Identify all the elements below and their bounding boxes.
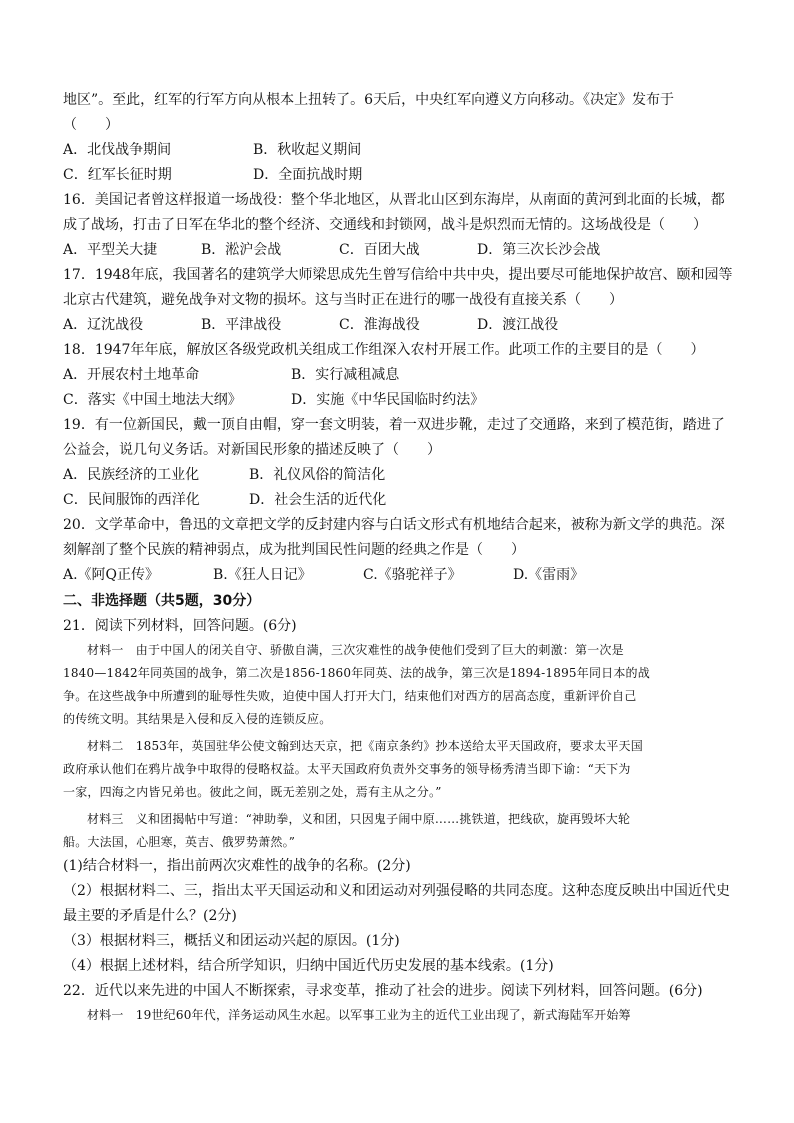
q16-stem-line2: 成了战场，打击了日军在华北的整个经济、交通线和封锁网，战斗是炽烈而无情的。这场战役是（ ） [63,217,707,233]
q17-option-c[interactable]: C．淮海战役 [339,317,420,333]
q20-option-c[interactable]: C.《骆驼祥子》 [363,567,462,583]
q21-material1-line1: 材料一 由于中国人的闭关自守、骄傲自满，三次灾难性的战争使他们受到了巨大的刺激：第一次是 [87,643,624,657]
q21-material1-line3: 争。在这些战争中所遭到的耻辱性失败，迫使中国人打开大门，结束他们对西方的居高态度，重新评价自己 [63,689,637,703]
q20-option-b[interactable]: B.《狂人日记》 [213,567,312,583]
q15-continuation: 地区”。至此，红军的行军方向从根本上扭转了。6天后，中央红军向遵义方向移动。《决定》发布于 [63,92,675,108]
q21-material3-line2: 船。大法国，心胆寒，英吉、俄罗势萧然。” [63,835,296,849]
q19-option-c[interactable]: C．民间服饰的西洋化 [63,492,200,508]
section-heading: 二、非选择题（共5题，30分） [63,593,261,609]
q18-options-row1 [63,363,743,388]
q21-sub2-line2: 最主要的矛盾是什么？(2分) [63,908,237,924]
q20-option-d[interactable]: D.《雷雨》 [513,567,585,583]
q18-options-row2 [63,388,743,413]
q18-option-b[interactable]: B．实行减租减息 [291,367,400,383]
q19-options-row2 [63,488,743,513]
q16-options [63,238,743,263]
q15-option-d[interactable]: D．全面抗战时期 [253,167,363,183]
q15-option-c[interactable]: C．红军长征时期 [63,167,172,183]
q16-option-a[interactable]: A．平型关大捷 [63,242,158,258]
q21-material3-line1: 材料三 义和团揭帖中写道：“神助拳，义和团，只因鬼子闹中原……挑铁道，把线砍，旋再毁坏大轮 [87,812,631,826]
q20-stem-line1: 20．文学革命中，鲁迅的文章把文学的反封建内容与白话文形式有机地结合起来，被称为新文学的典范。深 [63,517,725,533]
exam-page [63,88,743,1027]
q19-option-b[interactable]: B．礼仪风俗的简洁化 [249,467,386,483]
q19-option-a[interactable]: A．民族经济的工业化 [63,467,200,483]
q19-options-row1 [63,463,743,488]
q17-option-d[interactable]: D．渡江战役 [477,317,559,333]
q17-option-a[interactable]: A．辽沈战役 [63,317,144,333]
q15-blank: （ ） [63,117,119,133]
q19-option-d[interactable]: D．社会生活的近代化 [249,492,387,508]
q15-option-b[interactable]: B．秋收起义期间 [253,142,362,158]
q15-option-a[interactable]: A．北伐战争期间 [63,142,172,158]
q21-sub4: （4）根据上述材料，结合所学知识，归纳中国近代历史发展的基本线索。(1分) [63,958,554,974]
q18-option-c[interactable]: C．落实《中国土地法大纲》 [63,392,242,408]
q22-material1-line1: 材料一 19世纪60年代，洋务运动风生水起。以军事工业为主的近代工业出现了，新式海陆军开始筹 [87,1008,631,1022]
q17-options [63,313,743,338]
q19-stem-line2: 公益会，说几句义务话。对新国民形象的描述反映了（ ） [63,442,441,458]
q21-material2-line3: 一家，四海之内皆兄弟也。彼此之间，既无差别之处，焉有主从之分。” [63,785,442,799]
q17-stem-line1: 17．1948年底，我国著名的建筑学大师梁思成先生曾写信给中共中央，提出要尽可能地保护故宫、颐和园等 [63,267,733,283]
q15-options-row2 [63,163,743,188]
q21-material2-line2: 政府承认他们在鸦片战争中取得的侵略权益。太平天国政府负责外交事务的领导杨秀清当即下谕：“天下为 [63,762,631,776]
q18-stem-line1: 18．1947年年底，解放区各级党政机关组成工作组深入农村开展工作。此项工作的主要目的是（ ） [63,342,705,358]
q19-stem-line1: 19．有一位新国民，戴一顶自由帽，穿一套文明装，着一双进步靴，走过了交通路，来到了模范街，踏进了 [63,417,725,433]
q20-stem-line2: 刻解剖了整个民族的精神弱点，成为批判国民性问题的经典之作是（ ） [63,542,525,558]
q22-stem: 22．近代以来先进的中国人不断探索，寻求变革，推动了社会的进步。阅读下列材料，回答问题。(6分) [63,983,703,999]
q16-option-b[interactable]: B．淞沪会战 [201,242,282,258]
q16-stem-line1: 16．美国记者曾这样报道一场战役：整个华北地区，从晋北山区到东海岸，从南面的黄河到北面的长城，都 [63,192,725,208]
q15-options-row1 [63,138,743,163]
q21-sub1: (1)结合材料一，指出前两次灾难性的战争的名称。(2分) [63,858,411,874]
q21-sub2-line1: （2）根据材料二、三，指出太平天国运动和义和团运动对列强侵略的共同态度。这种态度反映出中国近代史 [63,883,730,899]
q17-option-b[interactable]: B．平津战役 [201,317,282,333]
q21-material1-line2: 1840—1842年同英国的战争，第二次是1856-1860年同英、法的战争，第三次是1894-1895年同日本的战 [63,666,650,680]
q21-sub3: （3）根据材料三，概括义和团运动兴起的原因。(1分) [63,933,400,949]
q20-options [63,563,743,588]
q16-option-c[interactable]: C．百团大战 [339,242,420,258]
q18-option-d[interactable]: D．实施《中华民国临时约法》 [291,392,485,408]
q16-option-d[interactable]: D．第三次长沙会战 [477,242,601,258]
q17-stem-line2: 北京古代建筑，避免战争对文物的损坏。这与当时正在进行的哪一战役有直接关系（ ） [63,292,623,308]
q21-material2-line1: 材料二 1853年，英国驻华公使文翰到达天京，把《南京条约》抄本送给太平天国政府，要求太平天国 [87,739,643,753]
q21-material1-line4: 的传统文明。其结果是入侵和反入侵的连锁反应。 [63,712,332,726]
q18-option-a[interactable]: A．开展农村土地革命 [63,367,200,383]
q21-stem: 21．阅读下列材料，回答问题。(6分) [63,618,297,634]
q20-option-a[interactable]: A.《阿Q正传》 [63,567,160,583]
